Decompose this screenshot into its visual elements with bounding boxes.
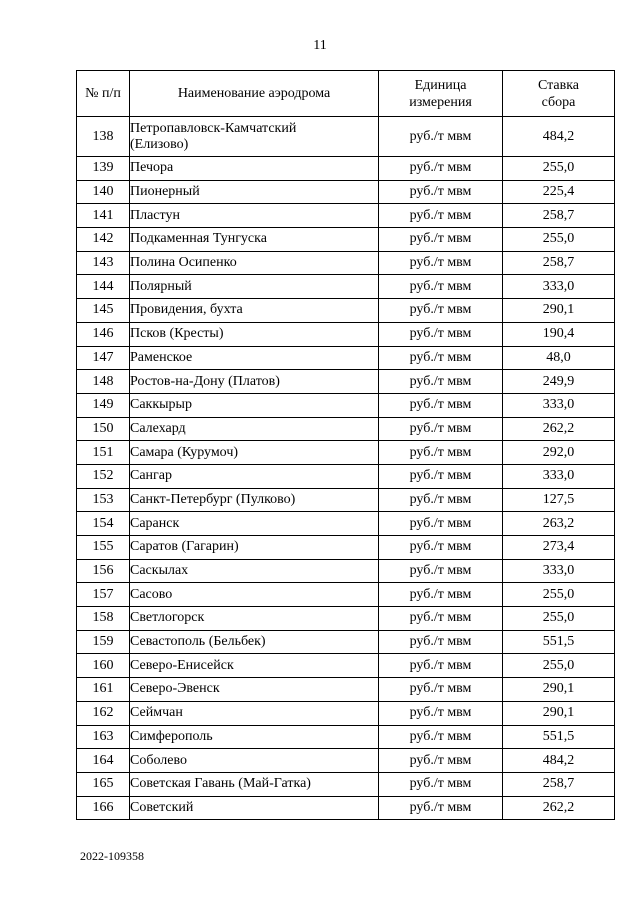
unit-cell: руб./т мвм [379,370,503,394]
unit-cell: руб./т мвм [379,417,503,441]
rate-cell: 263,2 [503,512,615,536]
airport-name: Провидения, бухта [130,299,379,323]
table-body [77,117,615,820]
unit-cell: руб./т мвм [379,228,503,252]
row-number: 141 [77,204,130,228]
unit-cell: руб./т мвм [379,180,503,204]
airport-name: Саскылах [130,559,379,583]
unit-cell: руб./т мвм [379,251,503,275]
airport-name [130,117,379,157]
unit-cell: руб./т мвм [379,157,503,181]
row-number: 144 [77,275,130,299]
airport-name: Светлогорск [130,607,379,631]
row-number: 151 [77,441,130,465]
rate-cell: 262,2 [503,796,615,820]
rate-cell: 249,9 [503,370,615,394]
airport-name: Санкт-Петербург (Пулково) [130,488,379,512]
row-number: 152 [77,464,130,488]
unit-cell: руб./т мвм [379,275,503,299]
row-number: 147 [77,346,130,370]
unit-cell: руб./т мвм [379,299,503,323]
table-row [77,772,615,796]
rate-cell: 333,0 [503,275,615,299]
rate-cell: 225,4 [503,180,615,204]
row-number: 149 [77,393,130,417]
row-number: 150 [77,417,130,441]
rate-cell: 255,0 [503,607,615,631]
unit-cell: руб./т мвм [379,393,503,417]
table-row [77,441,615,465]
rate-cell: 551,5 [503,630,615,654]
rate-cell: 484,2 [503,117,615,157]
airport-name: Саккырыр [130,393,379,417]
rate-cell: 290,1 [503,299,615,323]
unit-cell: руб./т мвм [379,117,503,157]
rate-cell: 292,0 [503,441,615,465]
airport-name: Сасово [130,583,379,607]
airport-name: Самара (Курумоч) [130,441,379,465]
unit-cell: руб./т мвм [379,630,503,654]
airport-name: Сеймчан [130,701,379,725]
table-row [77,536,615,560]
unit-cell: руб./т мвм [379,749,503,773]
unit-cell: руб./т мвм [379,725,503,749]
airport-name: Симферополь [130,725,379,749]
unit-cell: руб./т мвм [379,607,503,631]
airport-name: Полина Осипенко [130,251,379,275]
table-row [77,251,615,275]
header-rate-line1: Ставка [537,77,580,93]
row-number: 146 [77,322,130,346]
rate-cell: 48,0 [503,346,615,370]
airport-name: Сангар [130,464,379,488]
header-unit-line1: Единица [414,77,467,93]
rate-cell: 290,1 [503,678,615,702]
unit-cell: руб./т мвм [379,678,503,702]
airport-name: Саратов (Гагарин) [130,536,379,560]
airport-name-line1: Петропавловск-Камчатский [130,120,297,136]
table-row [77,583,615,607]
rate-cell: 333,0 [503,393,615,417]
unit-cell: руб./т мвм [379,536,503,560]
rate-cell: 255,0 [503,228,615,252]
row-number: 160 [77,654,130,678]
header-airport-name: Наименование аэродрома [130,71,379,117]
row-number: 157 [77,583,130,607]
row-number: 163 [77,725,130,749]
rate-cell: 262,2 [503,417,615,441]
table-row [77,749,615,773]
rate-cell: 258,7 [503,251,615,275]
airport-name: Подкаменная Тунгуска [130,228,379,252]
rate-cell: 255,0 [503,583,615,607]
airport-name: Салехард [130,417,379,441]
airport-name: Полярный [130,275,379,299]
header-unit [379,71,503,117]
table-row [77,393,615,417]
row-number: 145 [77,299,130,323]
airport-name: Ростов-на-Дону (Платов) [130,370,379,394]
airport-name: Раменское [130,346,379,370]
row-number: 164 [77,749,130,773]
row-number: 162 [77,701,130,725]
table-row [77,204,615,228]
table-row [77,275,615,299]
table-row [77,228,615,252]
unit-cell: руб./т мвм [379,559,503,583]
table-row [77,157,615,181]
row-number: 159 [77,630,130,654]
table-row [77,654,615,678]
rate-cell: 255,0 [503,654,615,678]
row-number: 143 [77,251,130,275]
table-row [77,180,615,204]
table-row [77,299,615,323]
table-row [77,559,615,583]
rate-cell: 258,7 [503,204,615,228]
airport-name: Северо-Эвенск [130,678,379,702]
airport-name: Севастополь (Бельбек) [130,630,379,654]
table-row [77,117,615,157]
row-number: 142 [77,228,130,252]
header-num: № п/п [77,71,130,117]
rate-cell: 333,0 [503,559,615,583]
header-rate [503,71,615,117]
header-unit-line2: измерения [409,94,472,110]
unit-cell: руб./т мвм [379,654,503,678]
rate-cell: 551,5 [503,725,615,749]
unit-cell: руб./т мвм [379,512,503,536]
rate-cell: 484,2 [503,749,615,773]
rate-cell: 255,0 [503,157,615,181]
row-number: 154 [77,512,130,536]
airport-name: Советская Гавань (Май-Гатка) [130,772,379,796]
airport-name: Соболево [130,749,379,773]
document-id: 2022-109358 [80,849,144,863]
airport-name: Пионерный [130,180,379,204]
table-row [77,346,615,370]
unit-cell: руб./т мвм [379,796,503,820]
table-row [77,796,615,820]
table-row [77,512,615,536]
table-row [77,417,615,441]
airport-name: Северо-Енисейск [130,654,379,678]
table-row [77,370,615,394]
table-row [77,678,615,702]
unit-cell: руб./т мвм [379,488,503,512]
rate-cell: 190,4 [503,322,615,346]
unit-cell: руб./т мвм [379,701,503,725]
row-number: 139 [77,157,130,181]
rate-cell: 290,1 [503,701,615,725]
page-number: 11 [313,38,327,53]
table-row [77,725,615,749]
table-row [77,630,615,654]
row-number: 148 [77,370,130,394]
airport-name: Саранск [130,512,379,536]
row-number: 165 [77,772,130,796]
row-number: 158 [77,607,130,631]
airport-name: Псков (Кресты) [130,322,379,346]
table-row [77,701,615,725]
unit-cell: руб./т мвм [379,464,503,488]
unit-cell: руб./т мвм [379,346,503,370]
row-number: 153 [77,488,130,512]
airport-fees-table [76,70,615,820]
table-row [77,488,615,512]
unit-cell: руб./т мвм [379,204,503,228]
airport-name-line2: (Елизово) [130,136,189,152]
row-number: 156 [77,559,130,583]
unit-cell: руб./т мвм [379,441,503,465]
unit-cell: руб./т мвм [379,772,503,796]
airport-name: Печора [130,157,379,181]
rate-cell: 273,4 [503,536,615,560]
rate-cell: 333,0 [503,464,615,488]
airport-name: Пластун [130,204,379,228]
unit-cell: руб./т мвм [379,322,503,346]
row-number: 155 [77,536,130,560]
row-number: 138 [77,117,130,157]
header-rate-line2: сбора [541,94,576,110]
table-row [77,464,615,488]
table-row [77,607,615,631]
rate-cell: 258,7 [503,772,615,796]
row-number: 161 [77,678,130,702]
airport-name: Советский [130,796,379,820]
unit-cell: руб./т мвм [379,583,503,607]
rate-cell: 127,5 [503,488,615,512]
table-row [77,322,615,346]
table-header-row [77,71,615,117]
row-number: 166 [77,796,130,820]
row-number: 140 [77,180,130,204]
